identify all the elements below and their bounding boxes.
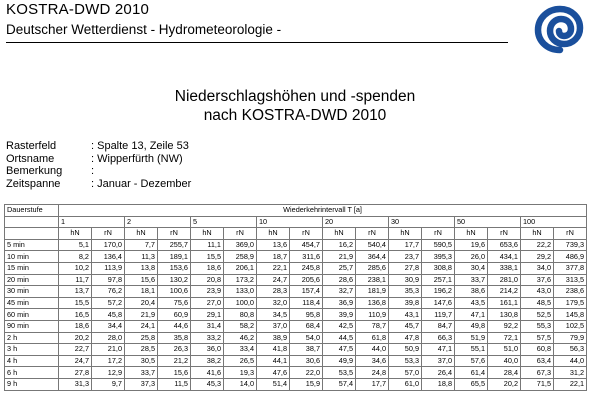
precip-height-cell: 34,5	[257, 309, 290, 321]
precip-rate-cell: 364,4	[356, 251, 389, 263]
precip-rate-cell: 56,3	[554, 344, 587, 356]
interval-header-1: 1	[59, 216, 125, 228]
precip-rate-cell: 44,0	[554, 355, 587, 367]
precip-rate-cell: 97,8	[92, 274, 125, 286]
precip-height-cell: 20,2	[59, 332, 92, 344]
precip-height-cell: 33,7	[125, 367, 158, 379]
precip-rate-cell: 24,8	[356, 367, 389, 379]
table-row	[5, 378, 587, 390]
precip-height-cell: 23,9	[191, 286, 224, 298]
metadata-value: :	[91, 165, 95, 177]
precip-rate-cell: 119,7	[422, 309, 455, 321]
precip-rate-cell: 21,0	[92, 344, 125, 356]
precip-rate-cell: 118,4	[290, 297, 323, 309]
precip-height-cell: 37,6	[521, 274, 554, 286]
precip-height-cell: 67,3	[521, 367, 554, 379]
interval-header-2: 2	[125, 216, 191, 228]
table-row	[5, 286, 587, 298]
precip-height-cell: 22,2	[521, 239, 554, 251]
precip-rate-cell: 110,9	[356, 309, 389, 321]
precip-rate-cell: 19,3	[224, 367, 257, 379]
precip-rate-cell: 173,2	[224, 274, 257, 286]
sub-header-hn: hN	[125, 228, 158, 240]
interval-header-10: 10	[257, 216, 323, 228]
precip-rate-cell: 338,1	[488, 262, 521, 274]
sub-header-rn: rN	[554, 228, 587, 240]
precip-rate-cell: 76,2	[92, 286, 125, 298]
precip-rate-cell: 44,0	[356, 344, 389, 356]
precip-height-cell: 31,3	[59, 378, 92, 390]
precip-rate-cell: 179,5	[554, 297, 587, 309]
precip-rate-cell: 95,8	[290, 309, 323, 321]
precip-height-cell: 24,7	[257, 274, 290, 286]
sub-header-hn: hN	[59, 228, 92, 240]
precip-rate-cell: 486,9	[554, 251, 587, 263]
precip-height-cell: 57,6	[455, 355, 488, 367]
precip-height-cell: 18,6	[59, 320, 92, 332]
precip-rate-cell: 61,8	[356, 332, 389, 344]
precip-height-cell: 53,5	[323, 367, 356, 379]
document-title-line-1: Niederschlagshöhen und -spenden	[174, 88, 416, 105]
precip-rate-cell: 68,4	[290, 320, 323, 332]
precip-height-cell: 11,7	[59, 274, 92, 286]
precip-rate-cell: 60,9	[158, 309, 191, 321]
precip-rate-cell: 75,6	[158, 297, 191, 309]
precip-height-cell: 37,3	[125, 378, 158, 390]
metadata-block	[6, 140, 191, 190]
table-row	[5, 367, 587, 379]
precip-height-cell: 55,3	[521, 320, 554, 332]
precip-rate-cell: 196,2	[422, 286, 455, 298]
precip-rate-cell: 33,4	[224, 344, 257, 356]
precip-height-cell: 37,0	[257, 320, 290, 332]
precip-rate-cell: 47,1	[422, 344, 455, 356]
precip-rate-cell: 206,1	[224, 262, 257, 274]
duration-cell: 60 min	[5, 309, 59, 321]
precip-height-cell: 44,1	[257, 355, 290, 367]
precip-height-cell: 48,5	[521, 297, 554, 309]
table-row	[5, 262, 587, 274]
precip-height-cell: 60,8	[521, 344, 554, 356]
precip-rate-cell: 454,7	[290, 239, 323, 251]
interval-header-20: 20	[323, 216, 389, 228]
precip-rate-cell: 28,4	[488, 367, 521, 379]
precip-height-cell: 28,6	[323, 274, 356, 286]
precip-height-cell: 57,4	[323, 378, 356, 390]
precip-height-cell: 11,1	[191, 239, 224, 251]
precip-height-cell: 32,7	[323, 286, 356, 298]
sub-header-hn: hN	[323, 228, 356, 240]
metadata-label: Rasterfeld	[6, 140, 57, 152]
metadata-row	[6, 178, 191, 191]
precip-rate-cell: 57,2	[92, 297, 125, 309]
interval-header-5: 5	[191, 216, 257, 228]
precip-height-cell: 13,7	[59, 286, 92, 298]
precip-height-cell: 13,6	[257, 239, 290, 251]
precip-height-cell: 27,0	[191, 297, 224, 309]
precip-rate-cell: 28,0	[92, 332, 125, 344]
blank-header-cell	[5, 228, 59, 240]
precip-height-cell: 25,8	[125, 332, 158, 344]
dwd-spiral-logo-icon	[530, 0, 590, 60]
table-header-row	[5, 216, 587, 228]
precip-height-cell: 21,9	[125, 309, 158, 321]
precip-height-cell: 50,9	[389, 344, 422, 356]
precip-height-cell: 20,4	[125, 297, 158, 309]
sub-header-hn: hN	[191, 228, 224, 240]
metadata-value: : Januar - Dezember	[91, 177, 192, 190]
precip-height-cell: 32,0	[257, 297, 290, 309]
precip-height-cell: 23,7	[389, 251, 422, 263]
precip-rate-cell: 22,0	[290, 367, 323, 379]
precip-height-cell: 27,8	[59, 367, 92, 379]
table-row	[5, 320, 587, 332]
precip-height-cell: 10,2	[59, 262, 92, 274]
precip-rate-cell: 205,6	[290, 274, 323, 286]
precip-rate-cell: 161,1	[488, 297, 521, 309]
precip-rate-cell: 153,6	[158, 262, 191, 274]
precip-rate-cell: 17,7	[356, 378, 389, 390]
sub-header-rn: rN	[356, 228, 389, 240]
table-row	[5, 239, 587, 251]
precip-rate-cell: 54,0	[290, 332, 323, 344]
precip-rate-cell: 133,0	[224, 286, 257, 298]
interval-header-100: 100	[521, 216, 587, 228]
sub-header-rn: rN	[224, 228, 257, 240]
sub-header-rn: rN	[488, 228, 521, 240]
precip-height-cell: 43,5	[455, 297, 488, 309]
precip-rate-cell: 145,8	[554, 309, 587, 321]
precip-rate-cell: 238,1	[356, 274, 389, 286]
precip-height-cell: 25,7	[323, 262, 356, 274]
precip-rate-cell: 311,6	[290, 251, 323, 263]
precip-rate-cell: 66,3	[422, 332, 455, 344]
precip-height-cell: 16,2	[323, 239, 356, 251]
duration-cell: 10 min	[5, 251, 59, 263]
precip-rate-cell: 245,8	[290, 262, 323, 274]
precip-rate-cell: 34,6	[356, 355, 389, 367]
document-title-line-2: nach KOSTRA-DWD 2010	[203, 107, 387, 124]
metadata-row	[6, 153, 191, 166]
precip-rate-cell: 46,2	[224, 332, 257, 344]
precip-rate-cell: 31,2	[554, 367, 587, 379]
table-row	[5, 251, 587, 263]
table-row	[5, 274, 587, 286]
precip-rate-cell: 130,8	[488, 309, 521, 321]
duration-cell: 30 min	[5, 286, 59, 298]
precip-rate-cell: 238,6	[554, 286, 587, 298]
precip-rate-cell: 22,1	[554, 378, 587, 390]
precip-height-cell: 30,4	[455, 262, 488, 274]
precip-rate-cell: 113,9	[92, 262, 125, 274]
table-row	[5, 344, 587, 356]
precip-rate-cell: 100,0	[224, 297, 257, 309]
interval-header-30: 30	[389, 216, 455, 228]
precip-rate-cell: 80,8	[224, 309, 257, 321]
precip-height-cell: 43,1	[389, 309, 422, 321]
precip-height-cell: 47,8	[389, 332, 422, 344]
page-cut-edge	[0, 412, 590, 417]
sub-header-rn: rN	[290, 228, 323, 240]
precip-height-cell: 39,8	[389, 297, 422, 309]
precip-rate-cell: 34,4	[92, 320, 125, 332]
precip-height-cell: 49,8	[455, 320, 488, 332]
duration-cell: 2 h	[5, 332, 59, 344]
precip-rate-cell: 434,1	[488, 251, 521, 263]
precip-height-cell: 31,4	[191, 320, 224, 332]
table-row	[5, 355, 587, 367]
precip-height-cell: 65,5	[455, 378, 488, 390]
table-header-row	[5, 205, 587, 217]
precip-height-cell: 27,8	[389, 262, 422, 274]
metadata-value: : Spalte 13, Zeile 53	[91, 140, 189, 152]
precip-height-cell: 21,9	[323, 251, 356, 263]
header-divider	[6, 42, 508, 43]
precip-rate-cell: 44,6	[158, 320, 191, 332]
precip-rate-cell: 255,7	[158, 239, 191, 251]
table-header-row	[5, 228, 587, 240]
sub-header-hn: hN	[389, 228, 422, 240]
metadata-label: Bemerkung	[6, 165, 63, 177]
precip-rate-cell: 58,2	[224, 320, 257, 332]
precip-rate-cell: 12,9	[92, 367, 125, 379]
precip-height-cell: 53,3	[389, 355, 422, 367]
precip-rate-cell: 147,6	[422, 297, 455, 309]
precip-height-cell: 43,0	[521, 286, 554, 298]
precip-rate-cell: 37,0	[422, 355, 455, 367]
precip-height-cell: 38,9	[257, 332, 290, 344]
precip-rate-cell: 181,9	[356, 286, 389, 298]
precip-rate-cell: 9,7	[92, 378, 125, 390]
duration-cell: 3 h	[5, 344, 59, 356]
precip-height-cell: 26,0	[455, 251, 488, 263]
precip-height-cell: 28,3	[257, 286, 290, 298]
precip-height-cell: 47,1	[455, 309, 488, 321]
precip-rate-cell: 313,5	[554, 274, 587, 286]
precip-height-cell: 18,6	[191, 262, 224, 274]
precip-height-cell: 11,3	[125, 251, 158, 263]
precip-rate-cell: 130,2	[158, 274, 191, 286]
precip-height-cell: 22,7	[59, 344, 92, 356]
precip-rate-cell: 136,4	[92, 251, 125, 263]
precip-height-cell: 15,5	[59, 297, 92, 309]
precip-rate-cell: 30,6	[290, 355, 323, 367]
document-title	[0, 87, 590, 125]
precip-height-cell: 35,3	[389, 286, 422, 298]
precip-rate-cell: 15,9	[290, 378, 323, 390]
precip-rate-cell: 257,1	[422, 274, 455, 286]
precip-rate-cell: 18,8	[422, 378, 455, 390]
precip-height-cell: 16,5	[59, 309, 92, 321]
metadata-label: Ortsname	[6, 152, 55, 165]
precip-rate-cell: 369,0	[224, 239, 257, 251]
precip-height-cell: 45,7	[389, 320, 422, 332]
precip-rate-cell: 395,3	[422, 251, 455, 263]
precip-height-cell: 71,5	[521, 378, 554, 390]
precip-height-cell: 30,5	[125, 355, 158, 367]
duration-cell: 5 min	[5, 239, 59, 251]
precip-height-cell: 18,1	[125, 286, 158, 298]
precip-rate-cell: 11,5	[158, 378, 191, 390]
precip-height-cell: 38,2	[191, 355, 224, 367]
precip-height-cell: 55,1	[455, 344, 488, 356]
precip-height-cell: 57,0	[389, 367, 422, 379]
precip-height-cell: 15,6	[125, 274, 158, 286]
precip-height-cell: 33,7	[455, 274, 488, 286]
precip-height-cell: 44,5	[323, 332, 356, 344]
precip-rate-cell: 590,5	[422, 239, 455, 251]
precip-height-cell: 36,0	[191, 344, 224, 356]
precip-height-cell: 24,1	[125, 320, 158, 332]
interval-group-header: Wiederkehrintervall T [a]	[59, 205, 587, 217]
precip-height-cell: 5,1	[59, 239, 92, 251]
precip-height-cell: 22,1	[257, 262, 290, 274]
table-row	[5, 332, 587, 344]
sub-header-rn: rN	[92, 228, 125, 240]
precip-height-cell: 19,6	[455, 239, 488, 251]
precip-height-cell: 51,4	[257, 378, 290, 390]
sub-header-rn: rN	[422, 228, 455, 240]
blank-header-cell	[5, 216, 59, 228]
precip-rate-cell: 79,9	[554, 332, 587, 344]
precip-rate-cell: 26,5	[224, 355, 257, 367]
metadata-value: : Wipperfürth (NW)	[91, 152, 183, 165]
precip-rate-cell: 100,6	[158, 286, 191, 298]
duration-cell: 15 min	[5, 262, 59, 274]
precip-rate-cell: 20,2	[488, 378, 521, 390]
precip-rate-cell: 92,2	[488, 320, 521, 332]
precip-height-cell: 42,5	[323, 320, 356, 332]
precip-rate-cell: 102,5	[554, 320, 587, 332]
precip-height-cell: 39,9	[323, 309, 356, 321]
precip-height-cell: 15,5	[191, 251, 224, 263]
precip-rate-cell: 285,6	[356, 262, 389, 274]
precip-height-cell: 13,8	[125, 262, 158, 274]
precip-rate-cell: 308,8	[422, 262, 455, 274]
precip-rate-cell: 15,6	[158, 367, 191, 379]
precip-height-cell: 29,2	[521, 251, 554, 263]
precip-rate-cell: 14,0	[224, 378, 257, 390]
precip-rate-cell: 21,2	[158, 355, 191, 367]
duration-cell: 4 h	[5, 355, 59, 367]
precip-rate-cell: 281,0	[488, 274, 521, 286]
precip-height-cell: 47,5	[323, 344, 356, 356]
precip-rate-cell: 26,4	[422, 367, 455, 379]
metadata-row	[6, 165, 191, 178]
metadata-label: Zeitspanne	[6, 177, 61, 190]
precip-height-cell: 34,0	[521, 262, 554, 274]
precip-rate-cell: 35,8	[158, 332, 191, 344]
precip-rate-cell: 72,1	[488, 332, 521, 344]
precip-height-cell: 57,5	[521, 332, 554, 344]
precip-rate-cell: 38,7	[290, 344, 323, 356]
precip-height-cell: 33,2	[191, 332, 224, 344]
precip-rate-cell: 739,3	[554, 239, 587, 251]
duration-column-header: Dauerstufe	[5, 205, 59, 217]
precip-height-cell: 51,9	[455, 332, 488, 344]
precip-height-cell: 47,6	[257, 367, 290, 379]
precip-rate-cell: 540,4	[356, 239, 389, 251]
precip-rate-cell: 84,7	[422, 320, 455, 332]
precip-height-cell: 61,4	[455, 367, 488, 379]
precip-height-cell: 41,6	[191, 367, 224, 379]
interval-header-50: 50	[455, 216, 521, 228]
precip-rate-cell: 258,9	[224, 251, 257, 263]
table-row	[5, 309, 587, 321]
precip-height-cell: 52,5	[521, 309, 554, 321]
duration-cell: 45 min	[5, 297, 59, 309]
precip-height-cell: 24,7	[59, 355, 92, 367]
precip-height-cell: 36,9	[323, 297, 356, 309]
precip-height-cell: 29,1	[191, 309, 224, 321]
precip-rate-cell: 157,4	[290, 286, 323, 298]
duration-cell: 9 h	[5, 378, 59, 390]
sub-header-hn: hN	[521, 228, 554, 240]
precip-height-cell: 17,7	[389, 239, 422, 251]
precip-height-cell: 7,7	[125, 239, 158, 251]
precip-rate-cell: 40,0	[488, 355, 521, 367]
table-row	[5, 297, 587, 309]
precip-rate-cell: 51,0	[488, 344, 521, 356]
sub-header-hn: hN	[257, 228, 290, 240]
sub-header-rn: rN	[158, 228, 191, 240]
precip-height-cell: 61,0	[389, 378, 422, 390]
precip-height-cell: 38,6	[455, 286, 488, 298]
precip-height-cell: 45,3	[191, 378, 224, 390]
duration-cell: 6 h	[5, 367, 59, 379]
sub-header-hn: hN	[455, 228, 488, 240]
precipitation-table	[4, 204, 587, 391]
precip-rate-cell: 45,8	[92, 309, 125, 321]
precip-rate-cell: 214,2	[488, 286, 521, 298]
precip-rate-cell: 653,6	[488, 239, 521, 251]
precip-height-cell: 28,5	[125, 344, 158, 356]
precip-rate-cell: 170,0	[92, 239, 125, 251]
precip-rate-cell: 136,8	[356, 297, 389, 309]
precip-rate-cell: 377,8	[554, 262, 587, 274]
precip-height-cell: 8,2	[59, 251, 92, 263]
precip-rate-cell: 17,2	[92, 355, 125, 367]
precip-rate-cell: 189,1	[158, 251, 191, 263]
precip-rate-cell: 78,7	[356, 320, 389, 332]
precip-rate-cell: 26,3	[158, 344, 191, 356]
precip-height-cell: 49,9	[323, 355, 356, 367]
precip-height-cell: 63,4	[521, 355, 554, 367]
app-subtitle: Deutscher Wetterdienst - Hydrometeorologie -	[6, 22, 282, 37]
duration-cell: 20 min	[5, 274, 59, 286]
app-title: KOSTRA-DWD 2010	[6, 1, 150, 18]
precip-height-cell: 18,7	[257, 251, 290, 263]
precip-height-cell: 41,8	[257, 344, 290, 356]
precip-height-cell: 30,9	[389, 274, 422, 286]
metadata-row	[6, 140, 191, 153]
duration-cell: 90 min	[5, 320, 59, 332]
precip-height-cell: 20,8	[191, 274, 224, 286]
